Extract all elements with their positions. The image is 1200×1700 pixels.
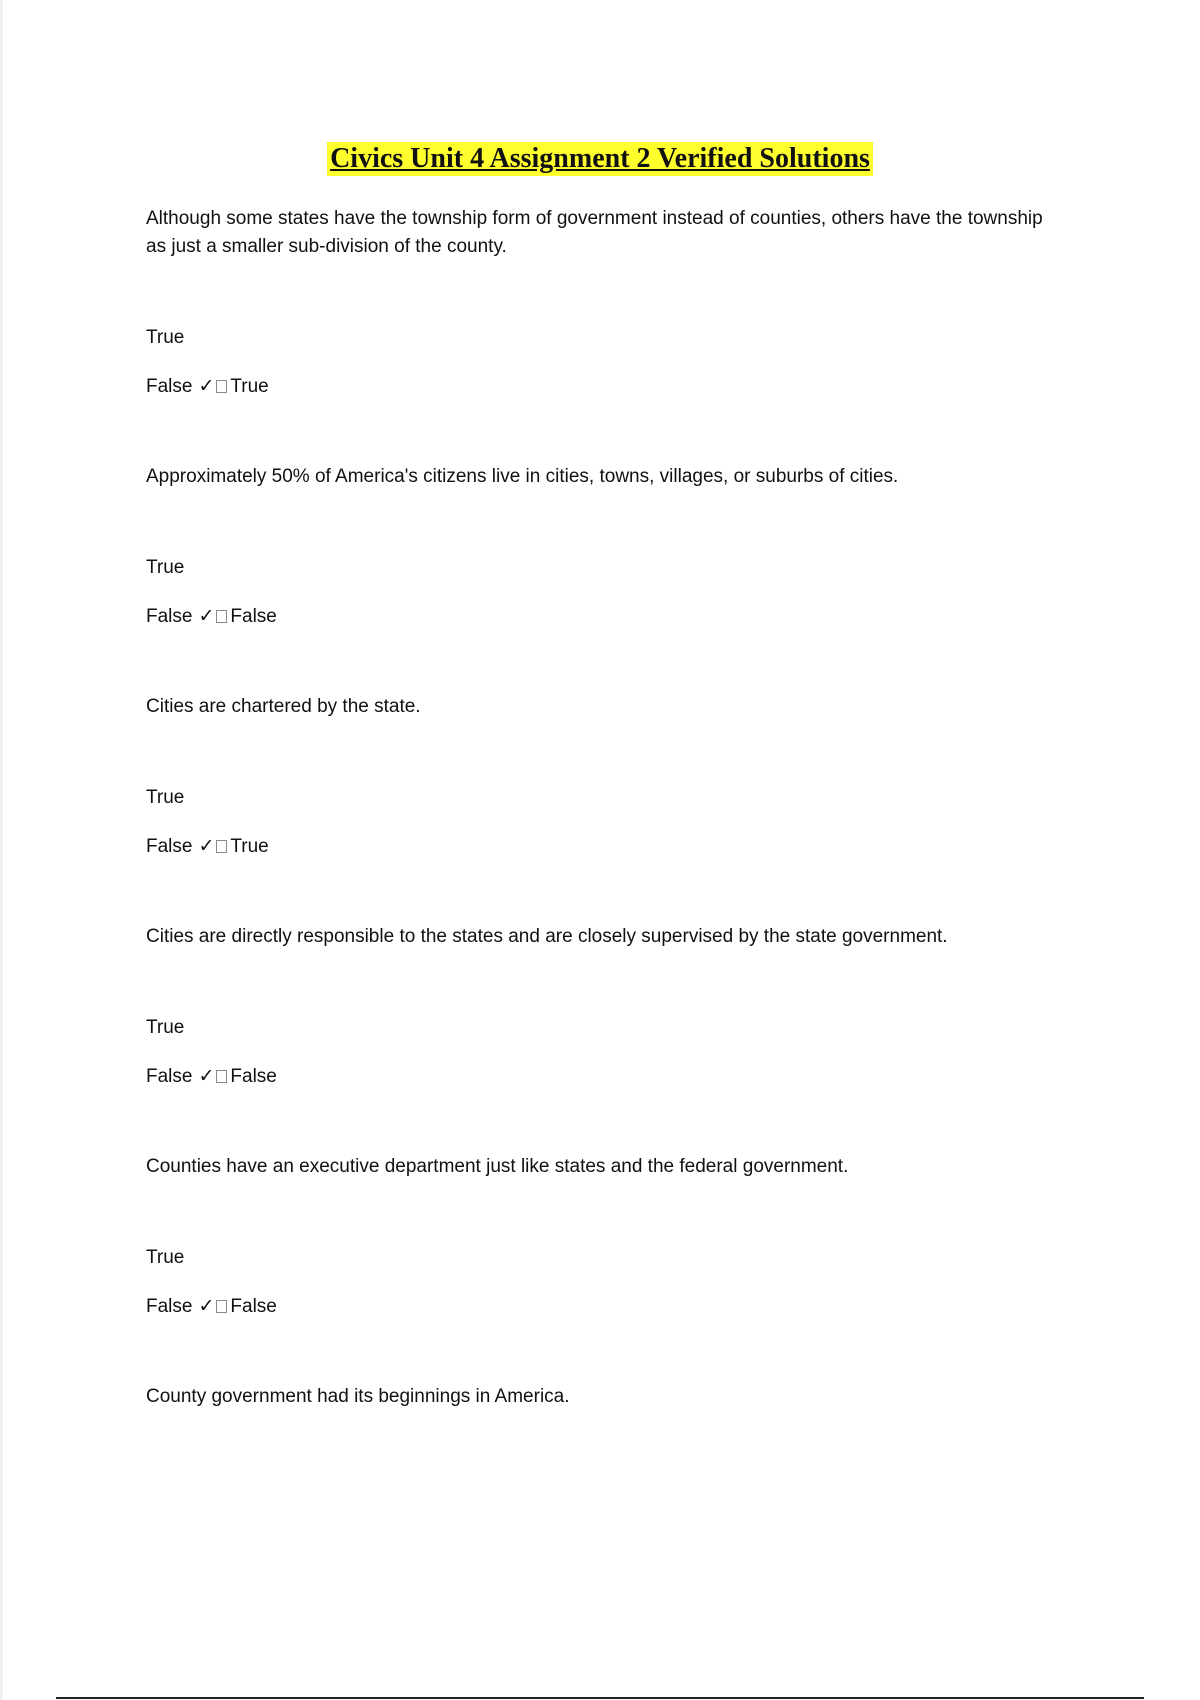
question-text-5: Counties have an executive department just like states and the federal government. — [146, 1156, 849, 1177]
check-mark-icon: ✓ — [198, 1065, 215, 1087]
option-true-5: True — [146, 1247, 185, 1268]
question-text-4: Cities are directly responsible to the states and are closely supervised by the state government. — [146, 926, 948, 947]
checkbox-icon — [216, 840, 227, 853]
checkbox-icon — [216, 380, 227, 393]
checkbox-icon — [216, 1300, 227, 1313]
answer-line-1 — [146, 372, 1046, 401]
correct-answer-5: False — [230, 1296, 277, 1317]
question-text-2: Approximately 50% of America's citizens live in cities, towns, villages, or suburbs of cities. — [146, 466, 899, 487]
correct-answer-2: False — [230, 606, 277, 627]
checkbox-icon — [216, 610, 227, 623]
option-false-4: False — [146, 1066, 193, 1087]
checkbox-icon — [216, 1070, 227, 1083]
option-false-2: False — [146, 606, 193, 627]
check-mark-icon: ✓ — [198, 605, 215, 627]
correct-answer-1: True — [230, 376, 269, 397]
option-false-1: False — [146, 376, 193, 397]
footer-divider — [56, 1697, 1144, 1699]
correct-answer-3: True — [230, 836, 269, 857]
option-true-1: True — [146, 327, 185, 348]
check-mark-icon: ✓ — [198, 1295, 215, 1317]
answer-line-3 — [146, 832, 1046, 861]
option-true-3: True — [146, 787, 185, 808]
answer-line-5 — [146, 1292, 1046, 1321]
page-edge-shadow — [0, 0, 3, 1700]
answer-line-2 — [146, 602, 1046, 631]
check-mark-icon: ✓ — [198, 375, 215, 397]
document-title: Civics Unit 4 Assignment 2 Verified Solutions — [327, 142, 873, 176]
option-true-2: True — [146, 557, 185, 578]
question-text-6: County government had its beginnings in America. — [146, 1386, 570, 1407]
answer-line-4 — [146, 1062, 1046, 1091]
option-false-3: False — [146, 836, 193, 857]
check-mark-icon: ✓ — [198, 835, 215, 857]
question-text-1: Although some states have the township form of government instead of counties, others have the township as just a smaller sub-division of the county. — [146, 208, 1043, 257]
correct-answer-4: False — [230, 1066, 277, 1087]
option-false-5: False — [146, 1296, 193, 1317]
option-true-4: True — [146, 1017, 185, 1038]
title-container — [0, 142, 1200, 176]
question-text-3: Cities are chartered by the state. — [146, 696, 421, 717]
